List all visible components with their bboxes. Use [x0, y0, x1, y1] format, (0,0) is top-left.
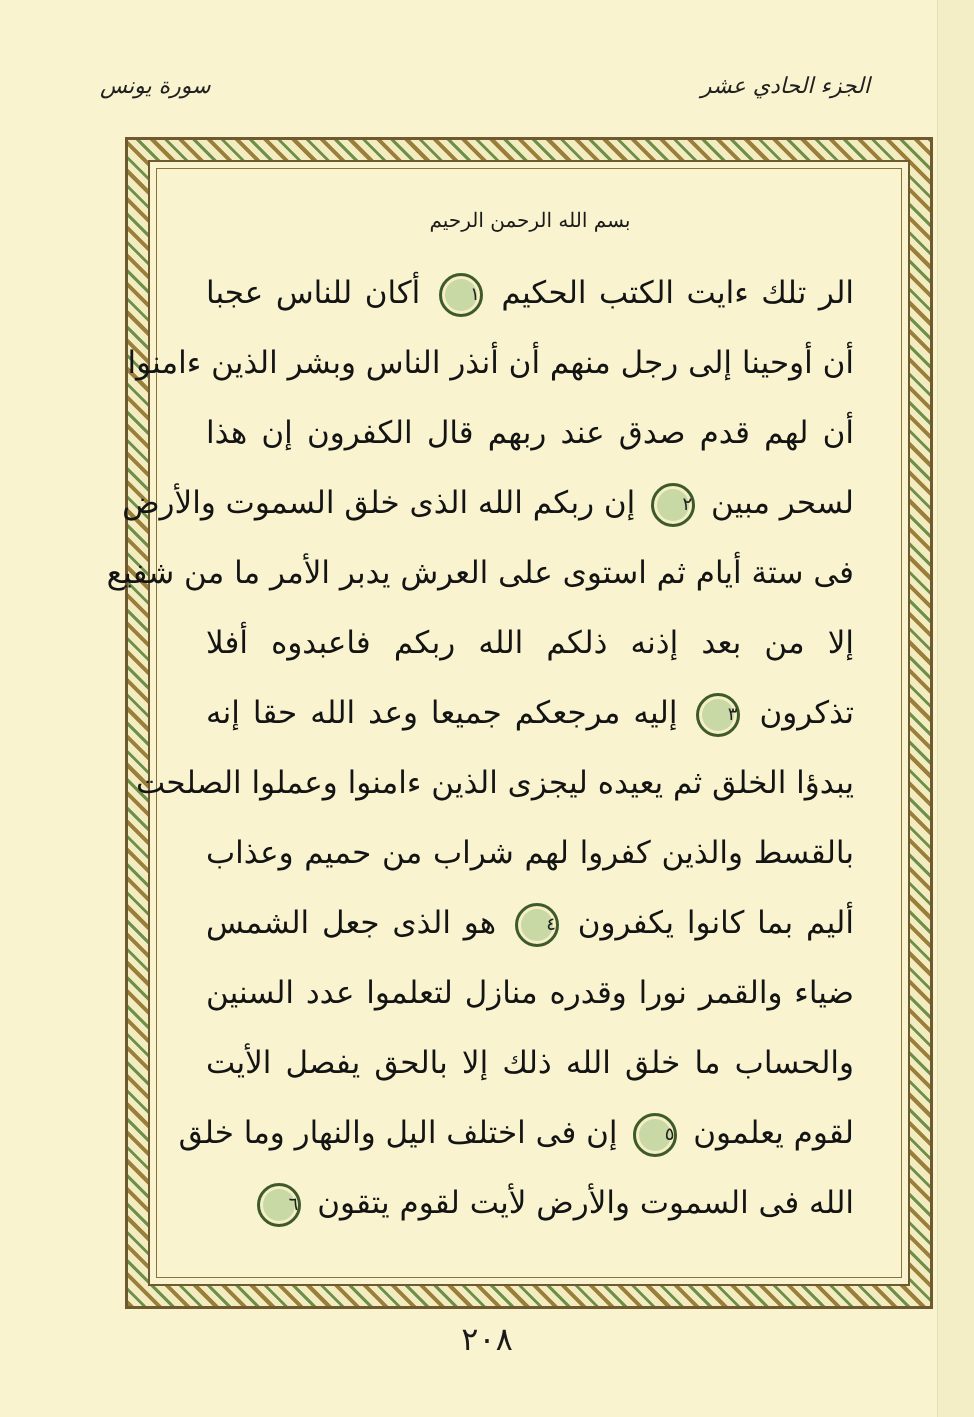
verse-text: أليم بما كانوا يكفرون [577, 905, 854, 941]
verse-line [206, 1030, 854, 1096]
ayah-number-marker: ٦ [257, 1183, 301, 1227]
ayah-number-marker: ٥ [633, 1113, 677, 1157]
verse-line [206, 820, 854, 886]
verse-line [135, 750, 854, 816]
verse-line [206, 890, 854, 956]
verse-text: هو الذى جعل الشمس [206, 905, 497, 941]
verse-text: إليه مرجعكم جميعا وعد الله حقا إنه [206, 695, 678, 731]
ayah-number-marker: ٣ [696, 693, 740, 737]
verse-line [206, 960, 854, 1026]
verse-text: تذكرون [759, 695, 854, 731]
verse-line [206, 400, 854, 466]
verse-text: بالقسط والذين كفروا لهم شراب من حميم وعذاب [206, 835, 854, 871]
page-edge [937, 0, 974, 1417]
verse-line [122, 470, 854, 536]
verse-text: أن أوحينا إلى رجل منهم أن أنذر الناس وبشر الذين ءامنوا [127, 345, 854, 381]
text-area [106, 200, 890, 1260]
verse-text: إن ربكم الله الذى خلق السموت والأرض [122, 485, 636, 521]
juz-title: الجزء الحادي عشر [700, 74, 870, 99]
verse-text: الله فى السموت والأرض لأيت لقوم يتقون [317, 1185, 854, 1221]
verse-text: الر تلك ءايت الكتب الحكيم [501, 275, 855, 311]
verse-text: لسحر مبين [711, 485, 854, 521]
verse-text: أكان للناس عجبا [206, 275, 421, 311]
verse-text: فى ستة أيام ثم استوى على العرش يدبر الأمر ما من شفيع [106, 555, 854, 591]
verse-text: يبدؤا الخلق ثم يعيده ليجزى الذين ءامنوا وعملوا الصلحت [135, 765, 854, 801]
verse-line [127, 330, 854, 396]
verse-line [206, 260, 854, 326]
ayah-number-marker: ٢ [651, 483, 695, 527]
verse-line [178, 1100, 854, 1166]
verse-text: إن فى اختلف اليل والنهار وما خلق [178, 1115, 618, 1151]
surah-title: سورة يونس [100, 74, 211, 99]
page-header [100, 70, 870, 120]
verse-line [206, 1170, 854, 1236]
verse-text: ضياء والقمر نورا وقدره منازل لتعلموا عدد السنين [206, 975, 854, 1011]
verse-text: أن لهم قدم صدق عند ربهم قال الكفرون إن هذا [206, 415, 854, 451]
ayah-number-marker: ٤ [515, 903, 559, 947]
ayah-number-marker: ١ [439, 273, 483, 317]
verse-text: والحساب ما خلق الله ذلك إلا بالحق يفصل الأيت [206, 1045, 854, 1081]
verse-line [206, 680, 854, 746]
verse-text: لقوم يعلمون [693, 1115, 854, 1151]
verse-text: إلا من بعد إذنه ذلكم الله ربكم فاعبدوه أفلا [206, 625, 854, 661]
page-number: ٢٠٨ [461, 1320, 513, 1358]
bismillah: بسم الله الرحمن الرحيم [429, 208, 631, 232]
verse-line [206, 610, 854, 676]
verse-line [106, 540, 854, 606]
